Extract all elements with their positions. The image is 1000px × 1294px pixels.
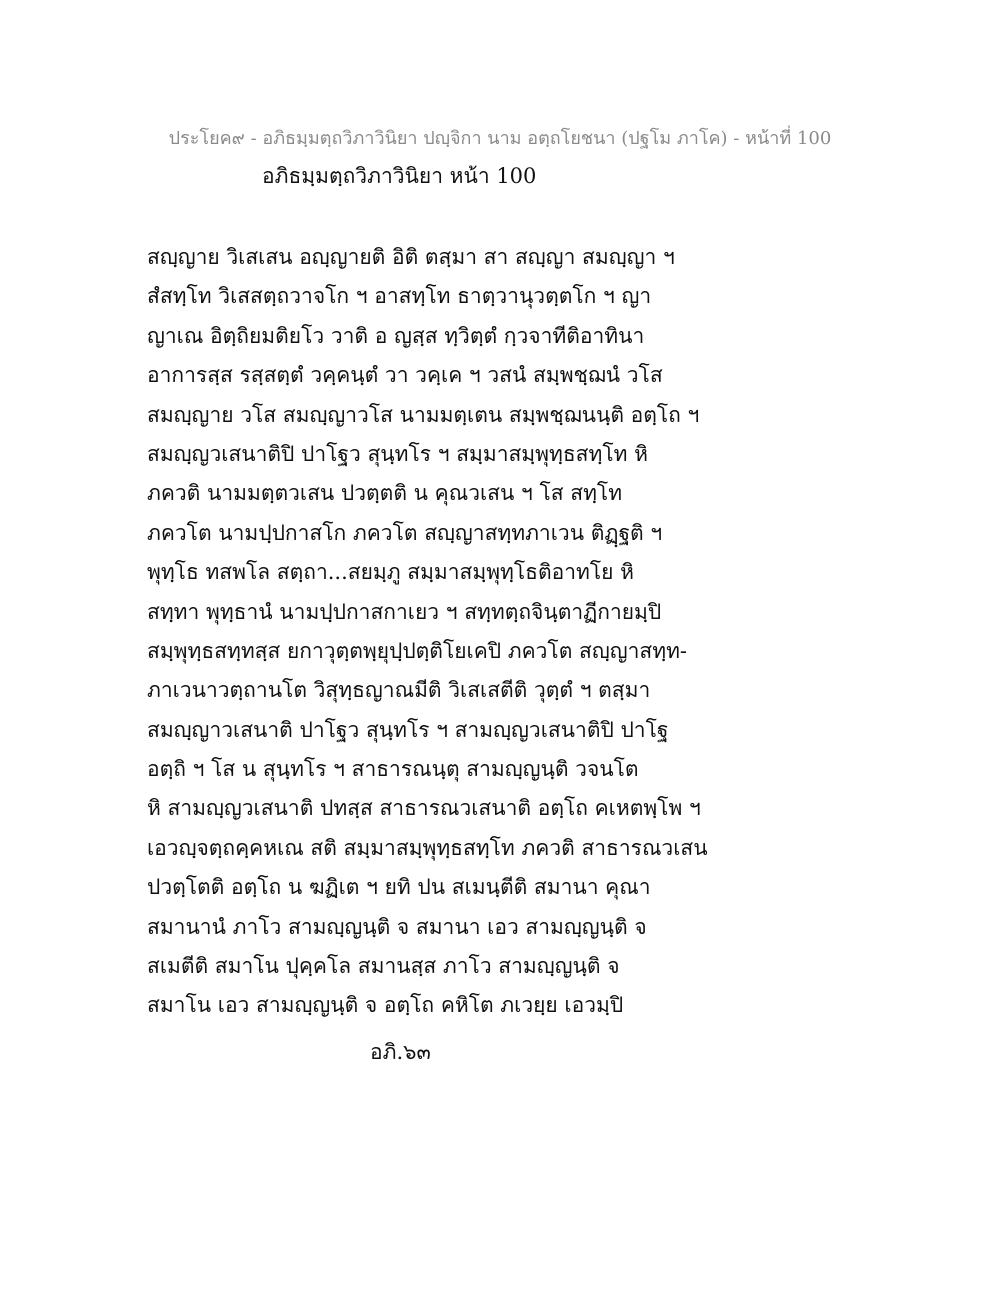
- body-line: ภควโต นามปฺปกาสโก ภควโต สญฺญาสทฺทภาเวน ติฏฺฐติ ฯ: [147, 520, 663, 545]
- running-header: [0, 123, 1000, 152]
- body-line: สมญฺญาย วโส สมญฺญาวโส นามมตฺเตน สมฺพชฺฌนนฺติ อตฺโถ ฯ: [147, 402, 700, 427]
- body-line: สมฺพุทฺธสทฺทสฺส ยกาวุตฺตพฺยุปฺปตฺติโยเคปิ ภควโต สญฺญาสทฺท-: [147, 638, 688, 663]
- body-line: เอวญฺจตฺถคฺคหเณ สติ สมฺมาสมฺพุทฺธสทฺโท ภควติ สาธารณวเสน: [147, 835, 708, 860]
- body-line: อาการสฺส รสฺสตฺตํ วคฺคนฺตํ วา วคฺเค ฯ วสนํ สมฺพชฺฌนํ วโส: [147, 363, 663, 388]
- body-line: สมาโน เอว สามญฺญนฺติ จ อตฺโถ คหิโต ภเวยฺย เอวมฺปิ: [147, 993, 624, 1018]
- body-text: [147, 238, 707, 1026]
- running-header-text: ประโยค๙ - อภิธมฺมตฺถวิภาวินิยา ปญฺจิกา นาม อตฺถโยชนา (ปฐโม ภาโค) - หน้าที่ 100: [168, 128, 832, 149]
- body-line: ปวตฺโตติ อตฺโถ น ฆฏิเต ฯ ยทิ ปน สเมนฺตีติ สมานา คุณา: [147, 875, 651, 900]
- body-line: ภควติ นามมตฺตวเสน ปวตฺตติ น คุณวเสน ฯ โส สทฺโท: [147, 481, 623, 506]
- body-line: สญฺญาย วิเสเสน อญฺญายติ อิติ ตสฺมา สา สญฺญา สมญฺญา ฯ: [147, 245, 675, 269]
- page-title: อภิธมฺมตฺถวิภาวินิยา หน้า 100: [262, 164, 537, 188]
- body-line: สมญฺญวเสนาติปิ ปาโฐว สุนฺทโร ฯ สมฺมาสมฺพุทฺธสทฺโท หิ: [147, 441, 648, 466]
- body-line: หิ สามญฺญวเสนาติ ปทสฺส สาธารณวเสนาติ อตฺโถ คเหตพฺโพ ฯ: [147, 796, 701, 821]
- body-line: พุทฺโธ ทสพโล สตฺถา...สยมฺภู สมฺมาสมฺพุทฺโธติอาทโย หิ: [147, 560, 634, 585]
- body-line: สมญฺญาวเสนาติ ปาโฐว สุนฺทโร ฯ สามญฺญวเสนาติปิ ปาโฐ: [147, 717, 669, 742]
- body-line: ญาเณ อิตฺถิยมติยโว วาติ อ ญสฺส ทฺวิตฺตํ กฺวจาทีติอาทินา: [147, 323, 645, 348]
- signature-mark: อภิ.๖๓: [370, 1040, 431, 1064]
- body-line: สทฺทา พุทฺธานํ นามปฺปกาสกาเยว ฯ สทฺทตฺถจินฺตาฏีกายมฺปิ: [147, 599, 662, 624]
- body-line: สํสทฺโท วิเสสตฺถวาจโก ฯ อาสทฺโท ธาตฺวานุวตฺตโก ฯ ญา: [147, 284, 652, 309]
- body-line: อตฺถิ ฯ โส น สุนฺทโร ฯ สาธารณนฺตุ สามญฺญนฺติ วจนโต: [147, 757, 639, 782]
- body-line: ภาเวนาวตฺถานโต วิสุทฺธญาณมีติ วิเสเสตีติ วุตฺตํ ฯ ตสฺมา: [147, 678, 651, 703]
- body-line: สมานานํ ภาโว สามญฺญนฺติ จ สมานา เอว สามญฺญนฺติ จ: [147, 914, 647, 939]
- body-line: สเมตีติ สมาโน ปุคฺคโล สมานสฺส ภาโว สามญฺญนฺติ จ: [147, 954, 620, 979]
